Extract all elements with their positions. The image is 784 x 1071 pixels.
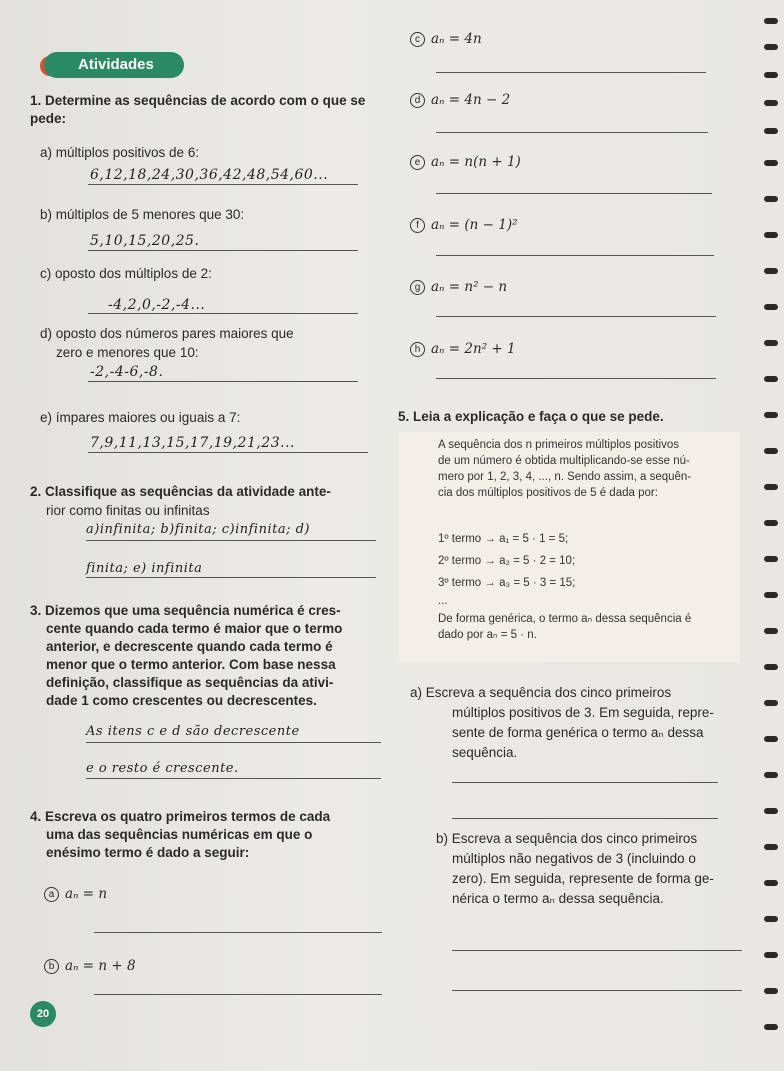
formula-text: aₙ = 4n − 2 bbox=[431, 92, 511, 108]
formula-text: aₙ = (n − 1)² bbox=[431, 217, 518, 233]
binding-mark bbox=[764, 160, 778, 166]
q1-a-label: a) múltiplos positivos de 6: bbox=[40, 145, 200, 160]
binding-mark bbox=[764, 772, 778, 778]
q3-line: cente quando cada termo é maior que o termo bbox=[46, 621, 343, 636]
binding-mark bbox=[764, 628, 778, 634]
binding-mark bbox=[764, 916, 778, 922]
q2-answer-1: a)infinita; b)finita; c)infinita; d) bbox=[86, 522, 310, 537]
binding-mark bbox=[764, 304, 778, 310]
q5-prompt: 5. Leia a explicação e faça o que se pede. bbox=[398, 409, 664, 424]
binding-mark bbox=[764, 448, 778, 454]
answer-line bbox=[88, 250, 358, 251]
q4-line: 4. Escreva os quatro primeiros termos de cada bbox=[30, 809, 331, 824]
answer-line bbox=[436, 132, 708, 133]
q5-b-line: múltiplos não negativos de 3 (incluindo o bbox=[452, 851, 696, 866]
letter-badge: b bbox=[44, 959, 59, 974]
q1-c-answer: -4,2,0,-2,-4... bbox=[108, 297, 206, 313]
q4-item-b bbox=[44, 958, 136, 974]
q3-line: definição, classifique as sequências da ativi- bbox=[46, 675, 334, 690]
q3-line: menor que o termo anterior. Com base nessa bbox=[46, 657, 336, 672]
answer-line bbox=[452, 818, 718, 819]
q1-e-answer: 7,9,11,13,15,17,19,21,23... bbox=[90, 435, 295, 451]
binding-mark bbox=[764, 72, 778, 78]
q5-a-line: múltiplos positivos de 3. Em seguida, repre- bbox=[452, 705, 714, 720]
q2-answer-2: finita; e) infinita bbox=[86, 561, 203, 576]
q1-e-label: e) ímpares maiores ou iguais a 7: bbox=[40, 410, 241, 425]
q5-a-line: sequência. bbox=[452, 745, 518, 760]
binding-mark bbox=[764, 340, 778, 346]
binding-mark bbox=[764, 556, 778, 562]
answer-line bbox=[86, 742, 381, 743]
binding-mark bbox=[764, 952, 778, 958]
q1-b-answer: 5,10,15,20,25. bbox=[90, 233, 200, 249]
formula-text: aₙ = n² − n bbox=[431, 279, 508, 295]
binding-mark bbox=[764, 880, 778, 886]
answer-line bbox=[436, 193, 712, 194]
letter-badge: c bbox=[410, 32, 425, 47]
answer-line bbox=[452, 782, 718, 783]
letter-badge: h bbox=[410, 342, 425, 357]
letter-badge: a bbox=[44, 887, 59, 902]
letter-badge: g bbox=[410, 280, 425, 295]
answer-line bbox=[436, 255, 714, 256]
binding-mark bbox=[764, 376, 778, 382]
q5-a-line: a) Escreva a sequência dos cinco primeiros bbox=[410, 685, 672, 700]
q2-prompt-1: 2. Classifique as sequências da atividade ante- bbox=[30, 484, 331, 499]
binding-mark bbox=[764, 1024, 778, 1030]
section-badge: Atividades bbox=[44, 52, 184, 78]
answer-line bbox=[94, 932, 382, 933]
binding-mark bbox=[764, 196, 778, 202]
binding-mark bbox=[764, 268, 778, 274]
q1-d-label-1: d) oposto dos números pares maiores que bbox=[40, 326, 294, 341]
answer-line bbox=[88, 381, 358, 382]
binding-mark bbox=[764, 100, 778, 106]
binding-mark bbox=[764, 44, 778, 50]
q4-item-f bbox=[410, 217, 518, 233]
binding-mark bbox=[764, 736, 778, 742]
box-line: cia dos múltiplos positivos de 5 é dada por: bbox=[438, 487, 658, 499]
binding-mark bbox=[764, 592, 778, 598]
box-term: 1º termo → a₁ = 5 · 1 = 5; bbox=[438, 533, 569, 545]
box-term: 2º termo → a₂ = 5 · 2 = 10; bbox=[438, 555, 576, 567]
q1-c-label: c) oposto dos múltiplos de 2: bbox=[40, 266, 212, 281]
answer-line bbox=[86, 577, 376, 578]
q4-item-e bbox=[410, 154, 521, 170]
box-line: de um número é obtida multiplicando-se esse nú- bbox=[438, 455, 690, 467]
letter-badge: d bbox=[410, 93, 425, 108]
q4-line: uma das sequências numéricas em que o bbox=[46, 827, 313, 842]
answer-line bbox=[452, 950, 742, 951]
q4-line: enésimo termo é dado a seguir: bbox=[46, 845, 250, 860]
binding-mark bbox=[764, 232, 778, 238]
binding-mark bbox=[764, 128, 778, 134]
q1-prompt: 1. Determine as sequências de acordo com o que se pede: bbox=[30, 93, 366, 126]
formula-text: aₙ = n + 8 bbox=[65, 958, 136, 974]
binding-mark bbox=[764, 844, 778, 850]
page-number: 20 bbox=[30, 1001, 56, 1027]
answer-line bbox=[88, 452, 368, 453]
box-term: 3º termo → a₃ = 5 · 3 = 15; bbox=[438, 577, 576, 589]
q4-item-g bbox=[410, 279, 507, 295]
q4-item-h bbox=[410, 341, 516, 357]
explanation-box bbox=[398, 432, 740, 662]
formula-text: aₙ = 2n² + 1 bbox=[431, 341, 516, 357]
letter-badge: e bbox=[410, 155, 425, 170]
binding-mark bbox=[764, 664, 778, 670]
box-line: De forma genérica, o termo aₙ dessa sequência é bbox=[438, 613, 692, 625]
q1-a-answer: 6,12,18,24,30,36,42,48,54,60... bbox=[90, 167, 329, 183]
q3-line: 3. Dizemos que uma sequência numérica é cres- bbox=[30, 603, 341, 618]
q3-line: anterior, e decrescente quando cada termo é bbox=[46, 639, 333, 654]
q3-line: dade 1 como crescentes ou decrescentes. bbox=[46, 693, 317, 708]
q5-b-line: nérica o termo aₙ dessa sequência. bbox=[452, 891, 664, 906]
q1-d-answer: -2,-4-6,-8. bbox=[90, 364, 164, 380]
answer-line bbox=[88, 184, 358, 185]
q5-a-line: sente de forma genérica o termo aₙ dessa bbox=[452, 725, 704, 740]
binding-mark bbox=[764, 520, 778, 526]
q2-prompt-2: rior como finitas ou infinitas bbox=[46, 503, 210, 518]
q1-b-label: b) múltiplos de 5 menores que 30: bbox=[40, 207, 245, 222]
binding-mark bbox=[764, 988, 778, 994]
answer-line bbox=[452, 990, 742, 991]
answer-line bbox=[436, 378, 716, 379]
q5-b-line: zero). Em seguida, represente de forma ge- bbox=[452, 871, 714, 886]
q5-b-line: b) Escreva a sequência dos cinco primeiros bbox=[436, 831, 698, 846]
q4-item-a bbox=[44, 886, 107, 902]
answer-line bbox=[86, 778, 381, 779]
answer-line bbox=[94, 994, 382, 995]
formula-text: aₙ = n(n + 1) bbox=[431, 154, 521, 170]
binding-mark bbox=[764, 484, 778, 490]
answer-line bbox=[86, 540, 376, 541]
answer-line bbox=[88, 313, 358, 314]
answer-line bbox=[436, 72, 706, 73]
q4-item-c bbox=[410, 31, 482, 47]
box-line: dado por aₙ = 5 · n. bbox=[438, 629, 537, 641]
answer-line bbox=[436, 316, 716, 317]
q4-item-d bbox=[410, 92, 510, 108]
q3-answer-2: e o resto é crescente. bbox=[86, 761, 239, 776]
binding-mark bbox=[764, 412, 778, 418]
box-term: ... bbox=[438, 595, 448, 607]
box-line: mero por 1, 2, 3, 4, ..., n. Sendo assim, a sequên- bbox=[438, 471, 692, 483]
letter-badge: f bbox=[410, 218, 425, 233]
binding-mark bbox=[764, 18, 778, 24]
q3-answer-1: As itens c e d são decrescente bbox=[86, 724, 300, 739]
q1-d-label-2: zero e menores que 10: bbox=[56, 345, 199, 360]
formula-text: aₙ = 4n bbox=[431, 31, 482, 47]
binding-mark bbox=[764, 808, 778, 814]
binding-mark bbox=[764, 700, 778, 706]
formula-text: aₙ = n bbox=[65, 886, 108, 902]
box-line: A sequência dos n primeiros múltiplos positivos bbox=[438, 439, 679, 451]
